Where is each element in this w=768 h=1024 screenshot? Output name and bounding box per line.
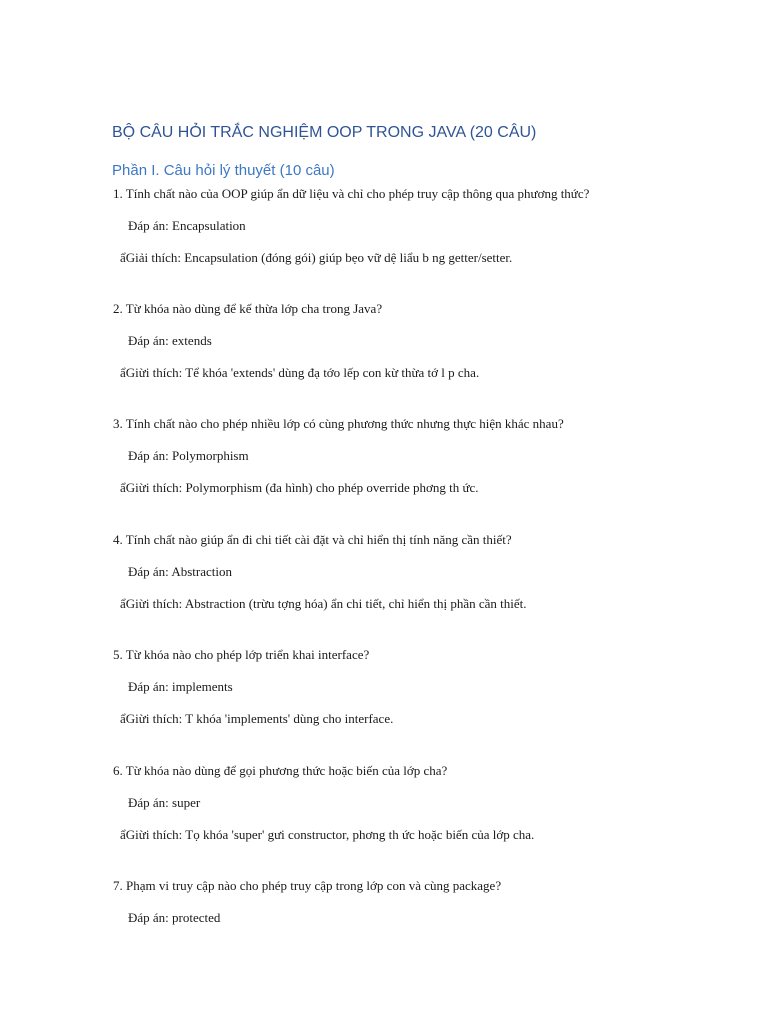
answer-text: Đáp án: Abstraction <box>128 564 232 579</box>
section-heading: Phần I. Câu hỏi lý thuyết (10 câu) <box>112 162 335 179</box>
question-text: 5. Từ khóa nào cho phép lớp triển khai interface? <box>113 647 370 662</box>
answer-text: Đáp án: super <box>128 795 201 810</box>
answer-text: Đáp án: Polymorphism <box>128 448 249 463</box>
question-text: 4. Tính chất nào giúp ẩn đi chi tiết cài đặt và chỉ hiển thị tính năng cần thiết? <box>113 532 512 547</box>
answer-text: Đáp án: extends <box>128 333 212 348</box>
answer-text: Đáp án: protected <box>128 910 221 925</box>
question-text: 7. Phạm vi truy cập nào cho phép truy cập trong lớp con và cùng package? <box>113 878 502 893</box>
explanation-text: ẩGiừi thích: Tọ khóa 'super' gưi constructor, phơng th ức hoặc biến của lớp cha. <box>120 827 535 842</box>
explanation-text: ẩGiừi thích: Abstraction (trừu tợng hóa) ẩn chi tiết, chỉ hiển thị phần cần thiết. <box>120 596 527 611</box>
question-text: 6. Từ khóa nào dùng để gọi phương thức hoặc biến của lớp cha? <box>113 763 448 778</box>
answer-text: Đáp án: implements <box>128 679 233 694</box>
answer-text: Đáp án: Encapsulation <box>128 218 246 233</box>
explanation-text: ẩGiải thích: Encapsulation (đóng gói) giúp bẹo vữ dệ liẩu b ng getter/setter. <box>120 250 513 265</box>
explanation-text: ẩGiừi thích: Tể khóa 'extends' dùng đạ tớo lếp con kừ thừa tớ l p cha. <box>120 365 480 380</box>
question-text: 2. Từ khóa nào dùng để kế thừa lớp cha trong Java? <box>113 301 383 316</box>
question-text: 1. Tính chất nào của OOP giúp ẩn dữ liệu và chỉ cho phép truy cập thông qua phương thức? <box>113 186 590 201</box>
document-title: BỘ CÂU HỎI TRẮC NGHIỆM OOP TRONG JAVA (20 CÂU) <box>112 124 537 141</box>
question-text: 3. Tính chất nào cho phép nhiều lớp có cùng phương thức nhưng thực hiện khác nhau? <box>113 416 564 431</box>
explanation-text: ẩGiừi thích: T khóa 'implements' dùng cho interface. <box>120 711 394 726</box>
explanation-text: ẩGiừi thích: Polymorphism (đa hình) cho phép override phơng th ức. <box>120 480 479 495</box>
